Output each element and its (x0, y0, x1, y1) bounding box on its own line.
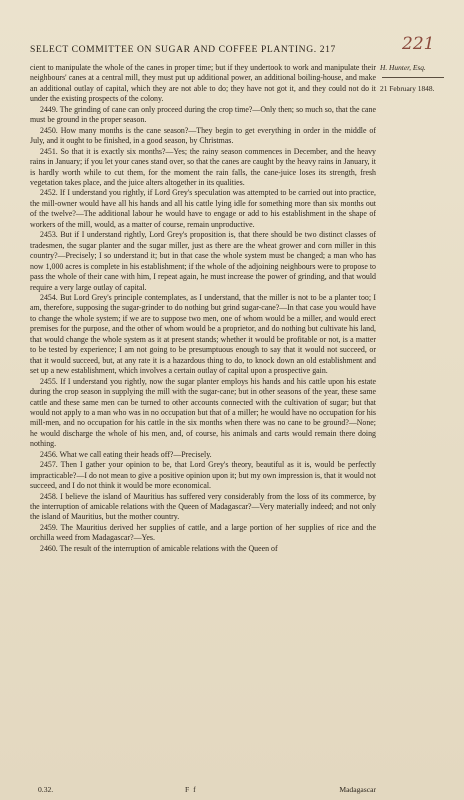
paragraph: 2457. Then I gather your opinion to be, that Lord Grey's theory, beautiful as it is, would be perfectly impracticable?—I do not mean to give a positive opinion upon it; but my own impression is, that it would not succeed, and I do not think it would be more economical. (30, 460, 376, 491)
paragraph: 2451. So that it is exactly six months?—Yes; the rainy season commences in December, and the heavy rains in January; if you let your canes stand over, so that the canes are caught by the heavy rains in January, it is hardly worth while to cut them, for the moment the rain falls, the cane-juice loses its strength, fresh vegetation takes place, and the juice alters altogether in its qualities. (30, 146, 376, 187)
margin-rule (382, 77, 444, 78)
paragraph: 2454. But Lord Grey's principle contemplates, as I understand, that the miller is not to be a planter too; I am, therefore, supposing the sugar-grinder to do nothing but grind sugar-cane?—In that case you would have to change the whole system; if we are to suppose two men, one of whom would be a miller, and would erect premises for the purpose, and the other of whom would be a proprietor, and do nothing but cultivate his land, that would change the whole system as it at present stands; whether it would be profitable or not, is a matter to be tested by experience; I am not going to be presumptuous enough to say that it would not succeed, or that it would succeed, but, at any rate it is a hazardous thing to do, to knock down an old establishment and set up a new establishment, which involves a certain outlay of capital upon a prospective gain. (30, 292, 376, 376)
paragraph: 2460. The result of the interruption of amicable relations with the Queen of (40, 543, 278, 553)
paragraph: 2459. The Mauritius derived her supplies of cattle, and a large portion of her supplies of rice and the orchilla weed from Madagascar?—Yes. (30, 522, 376, 543)
paragraph: 2455. If I understand you rightly, now the sugar planter employs his hands and his cattle upon his estate during the crop season in supplying the mill with the sugar-cane; but in other seasons of the year, these same cattle and these same men can be turned to other accounts connected with the cultivation of sugar; but that would not apply to a man who was in no occupation but that of a miller; he would have no occupation for his mill-men, and no occupation for his cattle in the six months when there was no cane to be ground?—None; he would discharge the whole of his men, and, of course, his animals and carts would remain there doing nothing. (30, 376, 376, 449)
testimony-date: 21 February 1848. (380, 84, 435, 94)
paragraph: 2453. But if I understand rightly, Lord Grey's proposition is, that there should be two distinct classes of tradesmen, the sugar planter and the sugar miller, just as there are the wheat grower and corn miller in this country?—Precisely; I so understand it; but in that case the whole system must be changed; a man who has now 1,000 acres is complete in his establishment; if the whole of the adjoining neighbours were to propose to pass the whole of their cane with him, I repeat again, he must increase the power of grinding, and that would require a very large outlay of capital. (30, 230, 376, 292)
margin-note (380, 63, 464, 95)
body-text (30, 63, 376, 554)
running-title: SELECT COMMITTEE ON SUGAR AND COFFEE PLANTING. 217 (30, 44, 336, 55)
sheet-number: 0.32. (38, 785, 54, 794)
catchword: Madagascar (339, 785, 376, 794)
signature-mark: F f (185, 785, 197, 794)
paragraph: 2452. If I understand you rightly, if Lord Grey's speculation was attempted to be carried out into practice, the mill-owner would have all his hands and all his cattle lying idle for something more than six months out of the twelve?—The additional labour he would have to engage or add to his establishment in the shape of workers of the mill, would, as a matter of course, remain unproductive. (30, 188, 376, 229)
paragraph: 2449. The grinding of cane can only proceed during the crop time?—Only then; so much so, that the cane must be ground in the proper season. (30, 104, 376, 125)
paragraph: cient to manipulate the whole of the canes in proper time; but if they undertook to work and manipulate their neighbours' canes at a central mill, they must put up additional power, an additional boiling-house, and make an additional outlay of capital, which they are not able to do; they have not got it, and they could not do it under the existing prospects of the colony. (30, 63, 376, 104)
paragraph: 2458. I believe the island of Mauritius has suffered very considerably from the loss of its commerce, by the interruption of amicable relations with the Queen of Madagascar?—Very materially indeed; and not only the island of Mauritius, but the mother country. (30, 491, 376, 522)
paragraph: 2456. What we call eating their heads off?—Precisely. (40, 449, 212, 459)
paragraph: 2450. How many months is the cane season?—They begin to get everything in order in the middle of July, and it ought to be finished, in a good season, by Christmas. (30, 125, 376, 146)
folio-number: 221 (402, 34, 435, 54)
witness-name: H. Hunter, Esq. (380, 63, 426, 72)
